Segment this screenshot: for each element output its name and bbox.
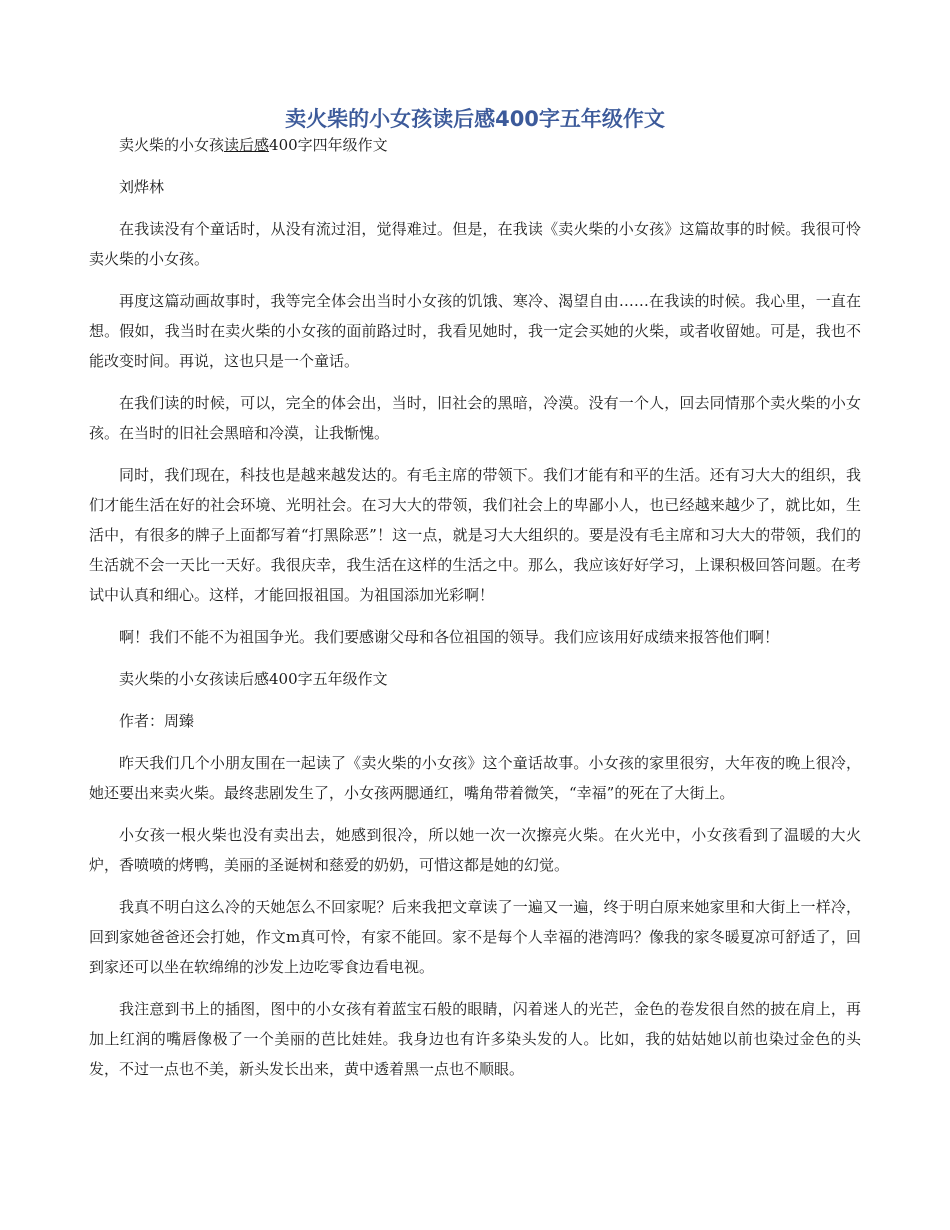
paragraph: 我真不明白这么冷的天她怎么不回家呢？后来我把文章读了一遍又一遍，终于明白原来她家里和大街上一样冷，回到家她爸爸还会打她，作文m真可怜，有家不能回。家不是每个人幸福的港湾吗？像我的家冬暖夏凉可舒适了，回到家还可以坐在软绵绵的沙发上边吃零食边看电视。 xyxy=(89,898,861,976)
paragraph: 在我们读的时候，可以，完全的体会出，当时，旧社会的黑暗，冷漠。没有一个人，回去同情那个卖火柴的小女孩。在当时的旧社会黑暗和冷漠，让我惭愧。 xyxy=(89,394,861,442)
paragraph: 同时，我们现在，科技也是越来越发达的。有毛主席的带领下。我们才能有和平的生活。还有习大大的组织，我们才能生活在好的社会环境、光明社会。在习大大的带领，我们社会上的卑鄙小人，也已经越来越少了，就比如，生活中，有很多的牌子上面都写着“打黑除恶”！这一点，就是习大大组织的。要是没有毛主席和习大大的带领，我们的生活就不会一天比一天好。我很庆幸，我生活在这样的生活之中。那么，我应该好好学习，上课积极回答问题。在考试中认真和细心。这样，才能回报祖国。为祖国添加光彩啊！ xyxy=(89,466,861,604)
document-body xyxy=(89,130,861,1096)
subtitle xyxy=(89,130,861,160)
paragraph: 昨天我们几个小朋友围在一起读了《卖火柴的小女孩》这个童话故事。小女孩的家里很穷，大年夜的晚上很冷，她还要出来卖火柴。最终悲剧发生了，小女孩两腮通红，嘴角带着微笑，“幸福”的死在了大街上。 xyxy=(89,754,861,802)
paragraph: 在我读没有个童话时，从没有流过泪，觉得难过。但是，在我读《卖火柴的小女孩》这篇故事的时候。我很可怜卖火柴的小女孩。 xyxy=(89,220,861,268)
subtitle-suffix: 400字四年级作文 xyxy=(269,136,388,154)
author-line: 作者：周臻 xyxy=(119,712,195,730)
paragraph: 小女孩一根火柴也没有卖出去，她感到很冷，所以她一次一次擦亮火柴。在火光中，小女孩看到了温暖的大火炉，香喷喷的烤鸭，美丽的圣诞树和慈爱的奶奶，可惜这都是她的幻觉。 xyxy=(89,826,861,874)
document-title: 卖火柴的小女孩读后感400字五年级作文 xyxy=(285,107,665,131)
author-line: 刘烨林 xyxy=(119,178,165,196)
section-heading: 卖火柴的小女孩读后感400字五年级作文 xyxy=(119,670,388,688)
paragraph: 再度这篇动画故事时，我等完全体会出当时小女孩的饥饿、寒冷、渴望自由……在我读的时候。我心里，一直在想。假如，我当时在卖火柴的小女孩的面前路过时，我看见她时，我一定会买她的火柴，或者收留她。可是，我也不能改变时间。再说，这也只是一个童话。 xyxy=(89,292,861,370)
subtitle-prefix: 卖火柴的小女孩 xyxy=(119,136,225,154)
subtitle-link[interactable]: 读后感 xyxy=(224,136,270,154)
paragraph: 啊！我们不能不为祖国争光。我们要感谢父母和各位祖国的领导。我们应该用好成绩来报答他们啊！ xyxy=(119,628,780,646)
paragraph: 我注意到书上的插图，图中的小女孩有着蓝宝石般的眼睛，闪着迷人的光芒，金色的卷发很自然的披在肩上，再加上红润的嘴唇像极了一个美丽的芭比娃娃。我身边也有许多染头发的人。比如，我的姑姑她以前也染过金色的头发，不过一点也不美，新头发长出来，黄中透着黑一点也不顺眼。 xyxy=(89,1000,861,1078)
